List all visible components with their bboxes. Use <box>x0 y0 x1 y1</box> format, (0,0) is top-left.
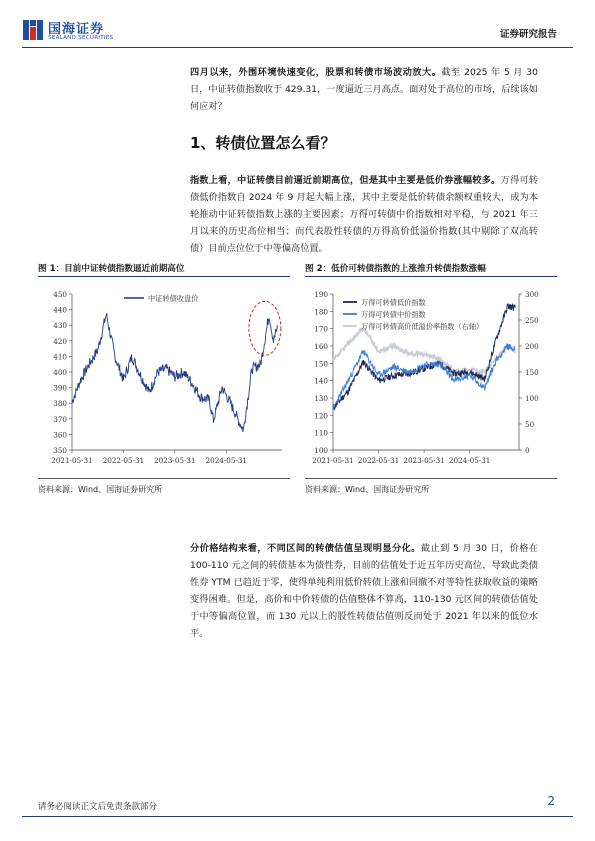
y-tick-label: 190 <box>314 290 328 299</box>
y-tick-label: 130 <box>314 394 328 403</box>
figure1-axes <box>69 294 282 453</box>
y-tick-label: 160 <box>314 342 328 351</box>
y-tick-label: 370 <box>53 414 67 424</box>
figure1-chart <box>38 280 290 476</box>
y-tick-label: 410 <box>53 352 67 362</box>
peak-highlight-ellipse <box>249 301 281 355</box>
brand-logo <box>22 16 142 46</box>
y2-tick-label: 50 <box>525 420 535 429</box>
figure1-source: 资料来源：Wind、国海证券研究所 <box>38 485 163 494</box>
figure1-title: 图 1：目前中证转债指数逼近前期高位 <box>38 264 185 274</box>
paragraph-index-view <box>190 172 538 257</box>
y-tick-label: 420 <box>53 336 67 346</box>
sealand-logo-icon <box>22 18 44 42</box>
y-tick-label: 450 <box>53 290 67 299</box>
y-tick-label: 150 <box>314 359 328 369</box>
figure2-legend <box>343 298 483 331</box>
paragraph-body: 万得可转债低价指数自 2024 年 9 月起大幅上涨，其中主要是低价转债余额权重较大，成为本轮推动中证转债指数上涨的主要因素；万得可转债中价指数相对平稳，与 2021 年三月以来的历史高位相当；而代表股性转债的万得高价低溢价指数(其中剔除了双高转债）目前点位位于中等偏高位置。 <box>190 175 538 254</box>
y-tick-label: 110 <box>314 428 328 438</box>
y-tick-label: 170 <box>314 324 328 334</box>
logo-text-en: SEALAND SECURITIES <box>48 35 114 41</box>
intro-lead: 四月以来，外围环境快速变化，股票和转债市场波动放大。 <box>190 67 442 78</box>
y-tick-label: 440 <box>53 305 67 315</box>
figure2-series-lines <box>333 304 515 411</box>
x-tick-label: 2023-05-31 <box>403 456 445 465</box>
section-heading: 1、转债位置怎么看？ <box>190 134 336 152</box>
figure2-tick-labels <box>312 290 539 465</box>
legend-label: 中证转债收盘价 <box>148 294 199 303</box>
logo-text-cn: 国海证券 <box>48 22 105 37</box>
figure2-source: 资料来源：Wind、国海证券研究所 <box>305 485 430 494</box>
y2-tick-label: 150 <box>525 368 539 377</box>
page-number: 2 <box>547 794 555 808</box>
x-tick-label: 2021-05-31 <box>51 456 93 465</box>
series-line-csi-cb-close <box>72 313 278 432</box>
y-tick-label: 100 <box>314 446 328 455</box>
y-tick-label: 430 <box>53 321 67 331</box>
y2-tick-label: 200 <box>525 342 539 351</box>
paragraph-lead: 指数上看，中证转债目前逼近前期高位，但是其中主要是低价券涨幅较多。 <box>190 175 501 186</box>
report-type-label: 证券研究报告 <box>499 29 557 40</box>
figure1-legend <box>124 294 198 303</box>
paragraph-body: 截止到 5 月 30 日，价格在 100-110 元之间的转债基本为债性券，目前的估值处于近五年历史高位，导致此类债性券 YTM 已趋近于零，使得单纯利用低价转债上涨和回撤不对等特性获取收益的策略变得困难。但是，高价和中价转债的估值整体不算高，110-130 元区间的转债估值处于中等偏高位置，而 130 元以上的股性转债估值则反而处于 2021 年以来的低位水平。 <box>190 543 539 639</box>
y-tick-label: 350 <box>53 446 67 455</box>
x-tick-label: 2024-05-31 <box>205 456 248 465</box>
footer-disclaimer: 请务必阅读正文后免责条款部分 <box>38 802 158 812</box>
y-tick-label: 140 <box>314 376 328 386</box>
figure1-tick-labels <box>51 290 247 465</box>
y-tick-label: 400 <box>53 368 67 377</box>
y2-tick-label: 100 <box>525 394 539 403</box>
figure2-bottom-rule <box>305 478 557 479</box>
figure1-top-rule <box>38 276 290 277</box>
y-tick-label: 180 <box>314 307 328 317</box>
legend-label: 万得可转债高价低溢价率指数（右轴） <box>361 322 484 331</box>
x-tick-label: 2022-05-31 <box>357 456 400 465</box>
paragraph-lead: 分价格结构来看，不同区间的转债估值呈现明显分化。 <box>190 543 421 554</box>
figure2-chart <box>305 280 557 476</box>
intro-paragraph <box>190 64 538 115</box>
figure2-top-rule <box>305 276 557 277</box>
x-tick-label: 2021-05-31 <box>312 456 354 465</box>
figure1-bottom-rule <box>38 478 290 479</box>
x-tick-label: 2022-05-31 <box>102 456 145 465</box>
y2-tick-label: 0 <box>525 446 530 455</box>
y-tick-label: 390 <box>53 383 67 393</box>
intro-body: 截至 2025 年 5 月 30 日，中证转债指数收于 429.31，一度逼近三月高点。面对处于高位的市场，后续该如何应对？ <box>190 67 538 112</box>
y2-tick-label: 250 <box>525 316 539 325</box>
footer-divider <box>22 816 573 817</box>
header-divider <box>22 47 573 48</box>
y-tick-label: 120 <box>314 411 328 421</box>
y-tick-label: 380 <box>53 399 67 409</box>
x-tick-label: 2024-05-31 <box>448 456 491 465</box>
x-tick-label: 2023-05-31 <box>154 456 196 465</box>
y2-tick-label: 300 <box>525 290 539 299</box>
y-tick-label: 360 <box>53 430 67 440</box>
legend-label: 万得可转债中价指数 <box>361 310 426 319</box>
paragraph-price-structure <box>190 540 538 642</box>
figure2-title: 图 2：低价可转债指数的上涨推升转债指数涨幅 <box>305 264 486 274</box>
figure1-series-lines <box>72 313 278 432</box>
legend-label: 万得可转债低价指数 <box>361 298 426 307</box>
